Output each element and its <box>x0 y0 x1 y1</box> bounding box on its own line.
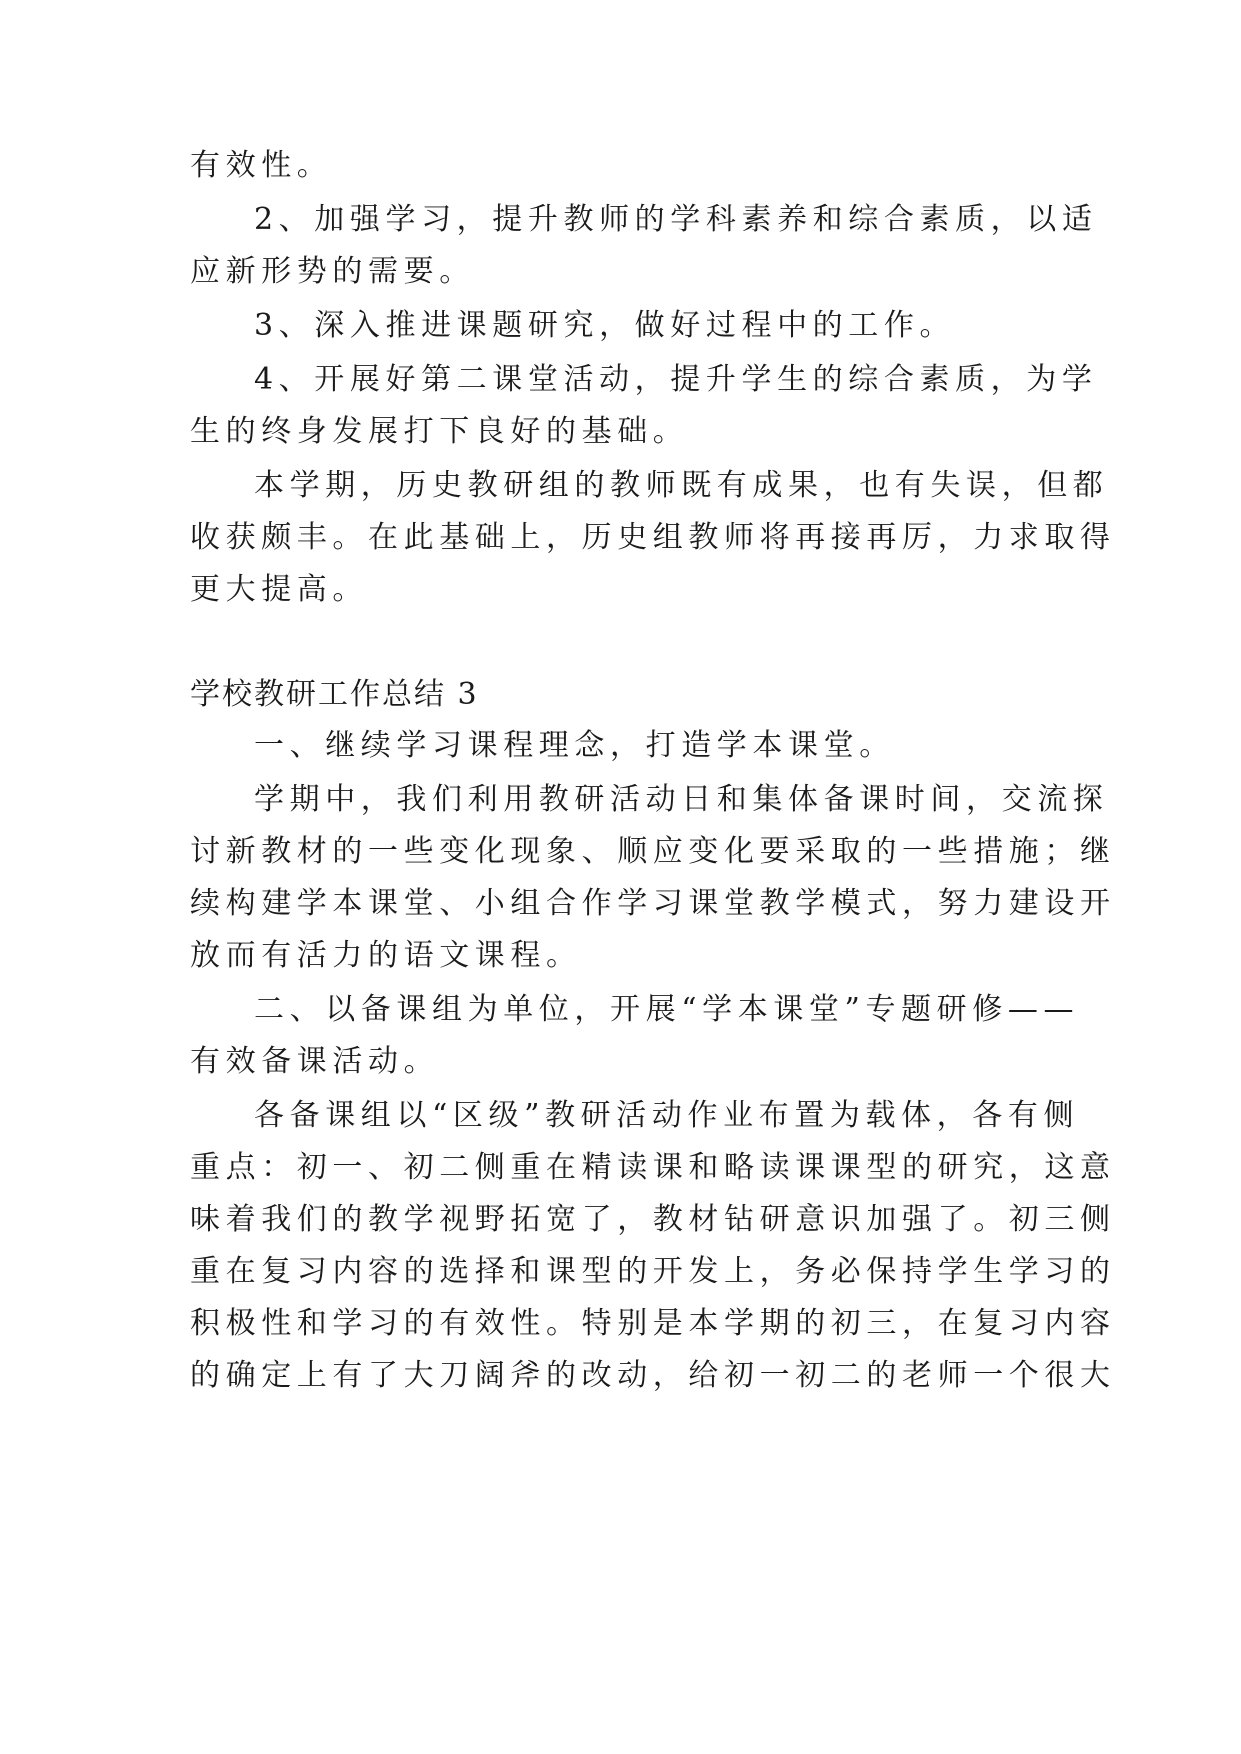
paragraph-line: 一、继续学习课程理念，打造学本课堂。 <box>254 728 895 763</box>
paragraph-line: 有效备课活动。 <box>190 1044 440 1079</box>
paragraph-line: 各备课组以“区级”教研活动作业布置为载体，各有侧 <box>254 1098 1080 1133</box>
paragraph-line: 放而有活力的语文课程。 <box>190 938 582 973</box>
paragraph-line: 有效性。 <box>190 148 333 183</box>
paragraph-line: 收获颇丰。在此基础上，历史组教师将再接再厉，力求取得 <box>190 520 1116 555</box>
paragraph-line: 学期中，我们利用教研活动日和集体备课时间，交流探 <box>254 782 1109 817</box>
paragraph-line: 积极性和学习的有效性。特别是本学期的初三，在复习内容 <box>190 1306 1116 1341</box>
paragraph-line: 3、深入推进课题研究，做好过程中的工作。 <box>254 308 956 343</box>
paragraph-line: 重点：初一、初二侧重在精读课和略读课课型的研究，这意 <box>190 1150 1116 1185</box>
paragraph-line: 4、开展好第二课堂活动，提升学生的综合素质，为学 <box>254 362 1098 397</box>
paragraph-line: 讨新教材的一些变化现象、顺应变化要采取的一些措施；继 <box>190 834 1116 869</box>
paragraph-line: 的确定上有了大刀阔斧的改动，给初一初二的老师一个很大 <box>190 1358 1116 1393</box>
section-heading: 学校教研工作总结 3 <box>190 677 479 712</box>
paragraph-line: 本学期，历史教研组的教师既有成果，也有失误，但都 <box>254 468 1109 503</box>
paragraph-line: 生的终身发展打下良好的基础。 <box>190 414 689 449</box>
paragraph-line: 味着我们的教学视野拓宽了，教材钻研意识加强了。初三侧 <box>190 1202 1116 1237</box>
paragraph-line: 2、加强学习，提升教师的学科素养和综合素质，以适 <box>254 202 1098 237</box>
paragraph-line: 应新形势的需要。 <box>190 254 475 289</box>
paragraph-line: 更大提高。 <box>190 572 368 607</box>
paragraph-line: 二、以备课组为单位，开展“学本课堂”专题研修—— <box>254 992 1080 1027</box>
paragraph-line: 重在复习内容的选择和课型的开发上，务必保持学生学习的 <box>190 1254 1116 1289</box>
paragraph-line: 续构建学本课堂、小组合作学习课堂教学模式，努力建设开 <box>190 886 1116 921</box>
